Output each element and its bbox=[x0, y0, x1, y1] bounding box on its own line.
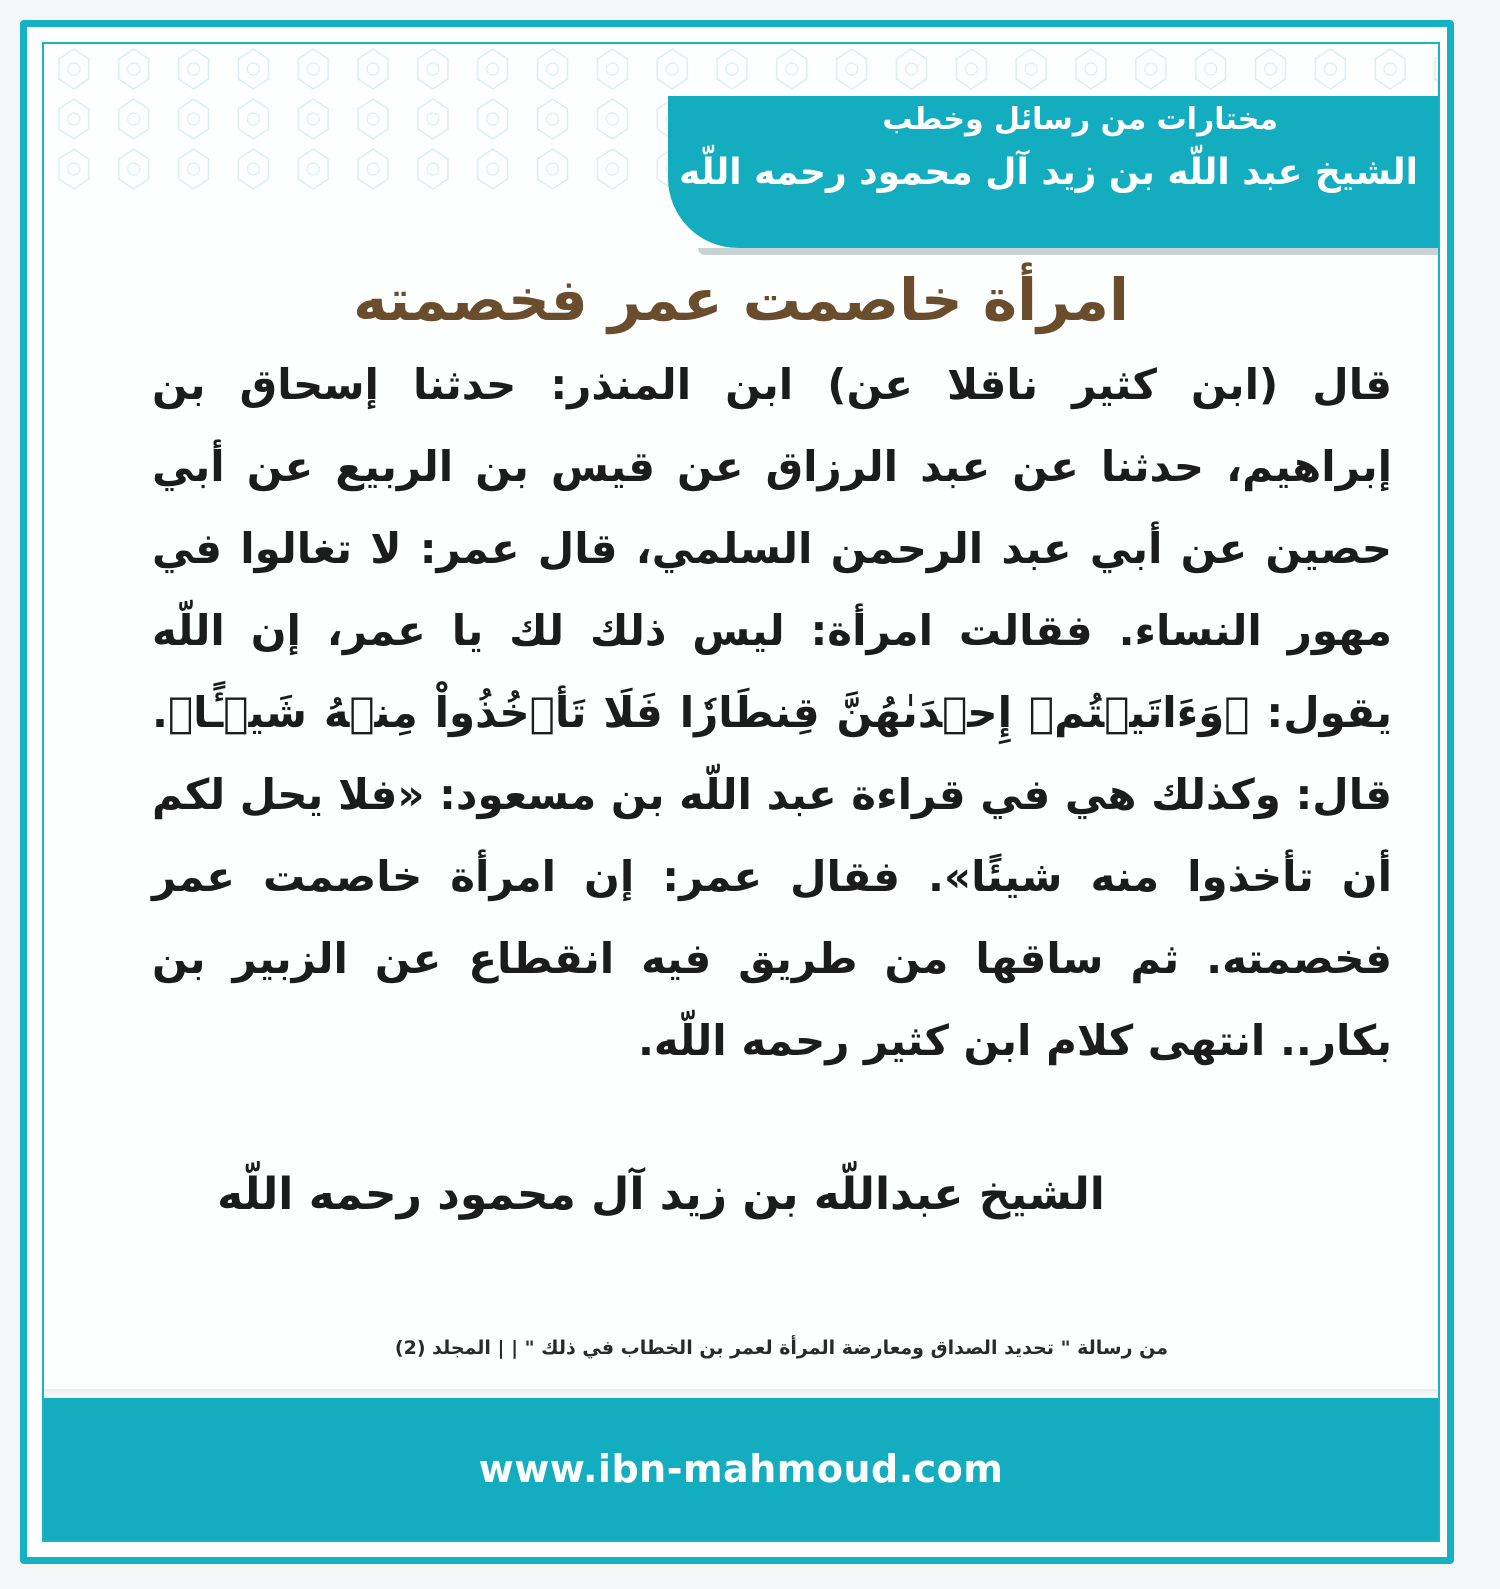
divider bbox=[44, 1389, 1438, 1397]
header-author: الشيخ عبد اللّه بن زيد آل محمود رحمه اللّه bbox=[679, 152, 1418, 193]
source-citation: من رسالة " تحديد الصداق ومعارضة المرأة لعمر بن الخطاب في ذلك " | | المجلد (2) bbox=[394, 1337, 1168, 1359]
website-link[interactable]: www.ibn-mahmoud.com bbox=[478, 1447, 1004, 1491]
footer-bar bbox=[44, 1398, 1438, 1540]
header-subtitle: مختارات من رسائل وخطب bbox=[882, 102, 1278, 137]
content-panel bbox=[42, 42, 1440, 1542]
body-paragraph: قال (ابن كثير ناقلا عن) ابن المنذر: حدثنا إسحاق بن إبراهيم، حدثنا عن عبد الرزاق عن قيس بن الربيع عن أبي حصين عن أبي عبد الرحمن السلمي، قال عمر: لا تغالوا في مهور النساء. فقالت امرأة: ليس ذلك لك يا عمر، إن اللّه يقول: ﴿وَءَاتَيۡتُمۡ إِحۡدَىٰهُنَّ قِنطَارٗا فَلَا تَأۡخُذُواْ مِنۡهُ شَيۡـًٔا﴾. قال: وكذلك هي في قراءة عبد اللّه بن مسعود: «فلا يحل لكم أن تأخذوا منه شيئًا». فقال عمر: إن امرأة خاصمت عمر فخصمته. ثم ساقها من طريق فيه انقطاع عن الزبير بن بكار.. انتهى كلام ابن كثير رحمه اللّه. bbox=[152, 360, 1392, 1065]
author-signature: الشيخ عبداللّه بن زيد آل محمود رحمه اللّه bbox=[217, 1169, 1105, 1220]
page-title: امرأة خاصمت عمر فخصمته bbox=[353, 266, 1129, 334]
